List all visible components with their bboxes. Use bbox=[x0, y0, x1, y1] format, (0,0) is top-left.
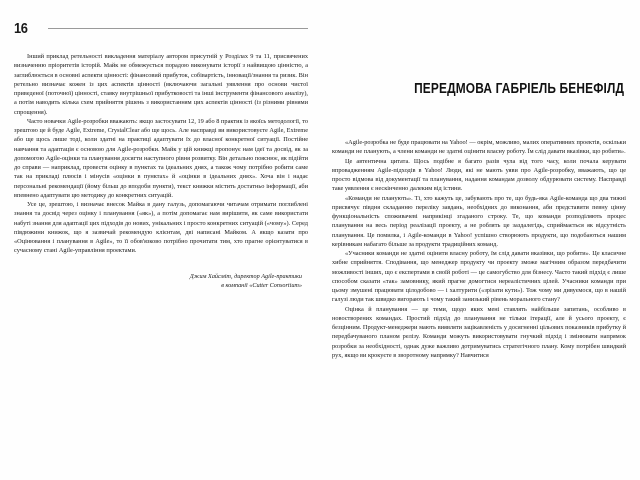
attribution-line-1: Джим Хайсміт, директор Agile-практики bbox=[189, 272, 302, 280]
chapter-title: ПЕРЕДМОВА ГАБРІЕЛЬ БЕНЕФІЛД bbox=[413, 81, 624, 97]
paragraph: «Agile-розробка не буде працювати на Yahoo! — окрім, можливо, малих оперативних проектів, оскільки команди не планують, а члени команди не здатні оцінити власну роботу. Їм слід давати вказівки, що робити». bbox=[332, 139, 626, 156]
right-body-text bbox=[332, 138, 626, 360]
right-page bbox=[320, 0, 640, 480]
paragraph: Часто новачки Agile-розробки вважають: якщо застосувати 12, 19 або 8 практик із якоїсь методології, то зрештою це й буде Agile, Extreme, CrystalClear або ще щось. Але насправді ви використовуєте Agile, Extreme або ще щось лише тоді, коли здатні на практиці адаптувати їх до власної конкретної ситуації. Постійне навчання та адаптація є основою для Agile-розробки. Майк у цій книжці пропонує нам ідеї та досвід, як за допомогою Agile-оцінки та планування досягти наступного рівня розвитку. Він детально пояснює, як підійти до справи — наприклад, провести оцінку в пунктах та ідеальних днях, а також чому потрібно робити саме так на прикладі плюсів і мінусів «оцінки в пунктах» й «оцінки в ідеальних днях». Хоча він і надає персональні рекомендації (йому більш до вподоби пункти), текст книжки містить достатньо інформації, аби впевнено адаптувати цю методику до конкретних ситуацій. bbox=[14, 117, 308, 199]
paragraph: Усе це, зрештою, і визначає внесок Майка в дану галузь, допомагаючи читачам отримати поглиблені знання та досвід через оцінку і планування («як»), а потім допомагає нам вирішити, як саме використати набуті знання для адаптації цих підходів до нових, унікальних і просто конкретних ситуацій («чому»). Серед півдюжини книжок, що я зазвичай рекомендую клієнтам, дві написані Майком. А якщо казати про «Оцінювання і планування в Agile», то її обов'язково потрібно прочитати тим, хто прагне орієнтуватися в сучасному стані Agile-управління проектами. bbox=[14, 201, 308, 255]
attribution-line-2: в компанії «Cutter Consortium» bbox=[221, 281, 302, 289]
paragraph: «Учасники команди не здатні оцінити власну роботу, їм слід давати вказівки, що робити». Це класичне хибне сприйняття. Сподівання, що менеджер продукту чи проекту зможе магічним образом передбачити можливості інших, що є експертами в своїй роботі — це самогубство для бізнесу. Часто такий підхід є лише способом сказати «так» замовнику, який прагне домогтися нереалістичних цілей. Учасники команди при цьому змушені працювати цілодобово — і халтурити («зрізати кути»). Тож чому ми дивуємося, що в нашій галузі люди так швидко вигорають і чому такий занизький рівень морального стану? bbox=[332, 250, 626, 304]
left-body-text bbox=[14, 52, 308, 256]
paragraph: Інший приклад ретельності викладення матеріалу автором присутній у Розділах 9 та 11, присвячених визначенню пріоритетів історій. Майк не обмежується порадою виконувати історії з найвищою цінністю, а заглиблюється в основні аспекти цінності: фінансовий прибуток, собівартість, інновації/знання та ризик. Він ретельно визначає кожен із цих аспектів цінності (включаючи загальні уявлення про основи чистої приведеної (поточної) цінності, ставку внутрішньої прибутковості та інші інструменти фінансового аналізу), а потім наводить кілька схем прийняття рішень з використанням цих аспектів цінності (із різними рівнями спрощення). bbox=[14, 53, 308, 116]
paragraph: Це автентична цитата. Щось подібне я багато разів чула від того часу, коли почала керувати впровадженням Agile-підходів в Yahoo! Люди, які не мають уяви про Agile-розробку, вважають, що це просто відмова від документації та планування, надання командам дозволу обдурювати систему. Насправді таке уявлення є нескінченно далеким від істини. bbox=[332, 157, 626, 193]
chapter-header bbox=[332, 80, 626, 98]
paragraph: «Команди не планують». Ті, хто кажуть це, забувають про те, що будь-яка Agile-команда що два тижні присвячує півдня складанню переліку завдань, необхідних до виконання, аби представити певну цінну функціональність споживачеві наприкінці згаданого строку. Те, що команди розподіляють процес планування на весь період реалізації проекту, а не роблять це заздалегідь, сприймається як відсутність планування. Це помилка, і Agile-команди в Yahoo! успішно створюють продукти, що подобаються нашим керівникам набагато більше за продукти традиційних команд. bbox=[332, 194, 626, 248]
folio-header bbox=[14, 18, 308, 38]
page-number: 16 bbox=[14, 19, 28, 37]
header-rule bbox=[48, 28, 308, 29]
paragraph: Оцінка й планування — це теми, щодо яких мені ставлять найбільше запитань, особливо в новостворених командах. Простий підхід до планування не тільки ітерації, але й усього проекту, є безцінним. Продукт-менеджери мають виявляти зацікавленість у досягненні цільових показників прибутку й передбачуваного планом релізу. Команди можуть використовувати гнучкий підхід і змінювати напрямок розробки за необхідності, однак дуже важливо дотримуватись стратегічного плану. Кому потрібен швидкий рух, якщо ви крокуєте в зворотному напрямку? Навчитися bbox=[332, 305, 626, 359]
attribution-block bbox=[14, 272, 308, 291]
